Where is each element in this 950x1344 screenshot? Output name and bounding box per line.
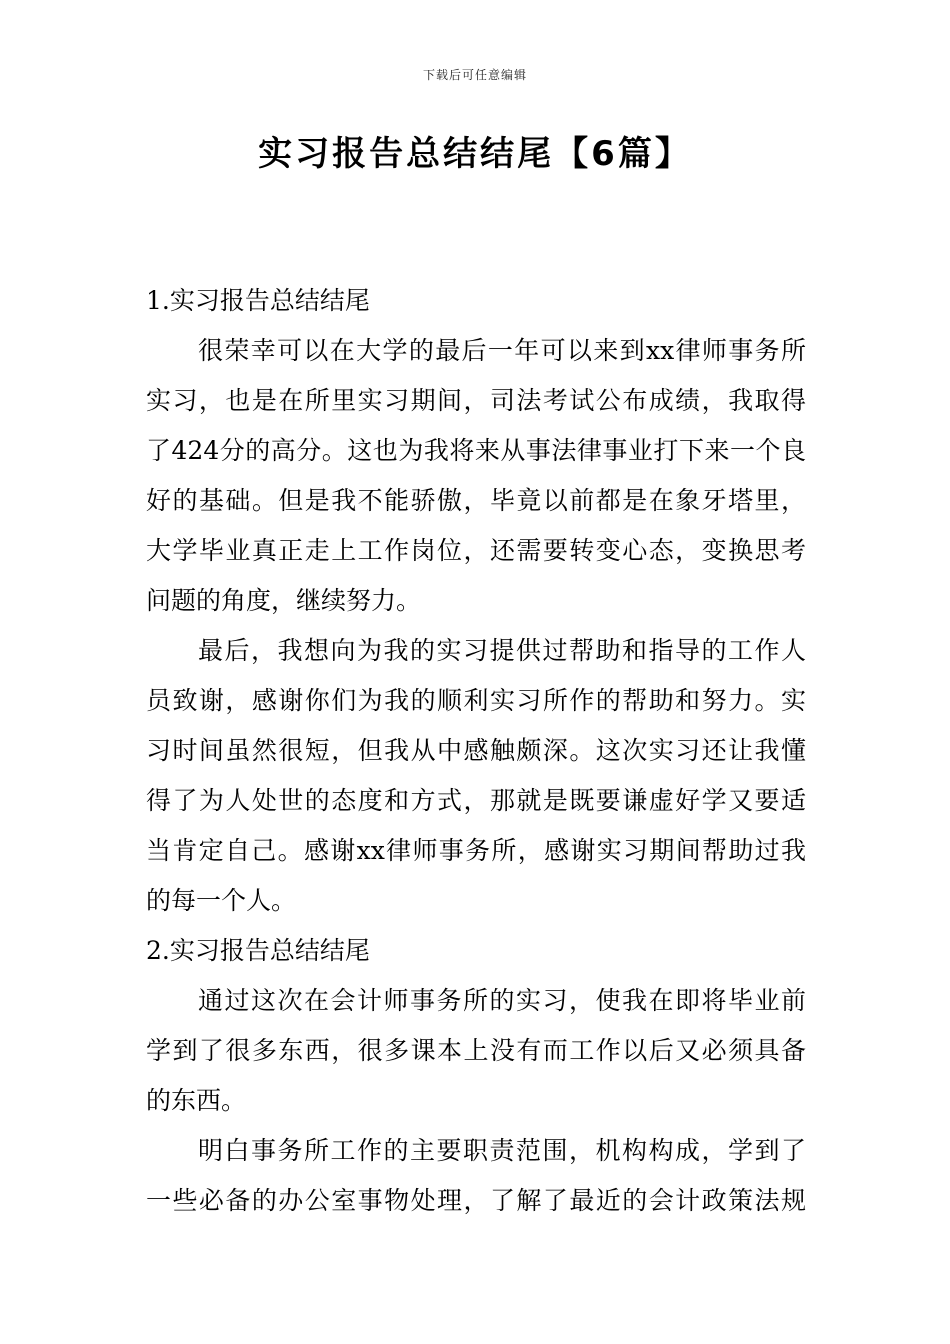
paragraph-line: 习时间虽然很短，但我从中感触颇深。这次实习还让我懂 [146,736,806,765]
paragraph-line: 学到了很多东西，很多课本上没有而工作以后又必须具备 [146,1036,806,1065]
document-body [146,276,806,1226]
paragraph-line: 得了为人处世的态度和方式，那就是既要谦虚好学又要适 [146,786,806,815]
paragraph-line: 员致谢，感谢你们为我的顺利实习所作的帮助和努力。实 [146,686,806,715]
paragraph-line: 很荣幸可以在大学的最后一年可以来到xx律师事务所 [198,336,806,365]
section-heading-1: 1.实习报告总结结尾 [146,286,370,315]
paragraph-line: 问题的角度，继续努力。 [146,586,422,615]
section-heading-2: 2.实习报告总结结尾 [146,936,370,965]
header-note: 下载后可任意编辑 [422,68,527,82]
paragraph-line: 通过这次在会计师事务所的实习，使我在即将毕业前 [198,986,806,1015]
paragraph-line: 大学毕业真正走上工作岗位，还需要转变心态，变换思考 [146,536,806,565]
paragraph-line: 实习，也是在所里实习期间，司法考试公布成绩，我取得 [146,386,806,415]
page-title: 实习报告总结结尾【6篇】 [258,134,692,174]
paragraph-line: 明白事务所工作的主要职责范围，机构构成，学到了 [198,1136,806,1165]
paragraph-line: 了424分的高分。这也为我将来从事法律事业打下来一个良 [146,436,806,465]
paragraph-line: 当肯定自己。感谢xx律师事务所，感谢实习期间帮助过我 [146,836,806,865]
paragraph-line: 的每一个人。 [146,886,297,915]
paragraph-line: 的东西。 [146,1086,247,1115]
paragraph-line: 最后，我想向为我的实习提供过帮助和指导的工作人 [198,636,806,665]
paragraph-line: 一些必备的办公室事物处理，了解了最近的会计政策法规 [146,1186,806,1215]
paragraph-line: 好的基础。但是我不能骄傲，毕竟以前都是在象牙塔里， [146,486,806,515]
